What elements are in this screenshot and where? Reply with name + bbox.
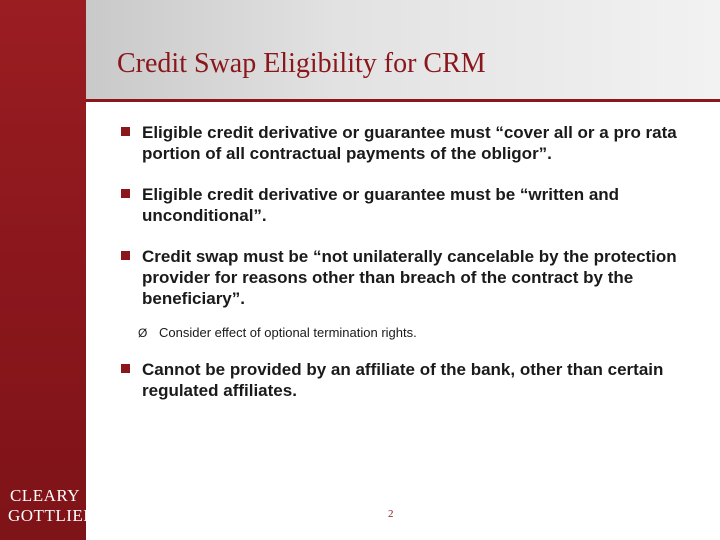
bullet-item: [116, 359, 706, 401]
square-bullet-icon: [121, 364, 130, 373]
slide-title: Credit Swap Eligibility for CRM: [117, 48, 486, 79]
bullet-item: [116, 122, 706, 164]
page-number: 2: [388, 508, 394, 520]
sub-bullet-item: [116, 325, 706, 341]
bullet-text: Credit swap must be “not unilaterally cancelable by the protection provider for reasons other than breach of the contract by the beneficiary”.: [142, 247, 677, 308]
square-bullet-icon: [121, 127, 130, 136]
logo-line-1: CLEARY: [9, 486, 81, 505]
bullet-text: Eligible credit derivative or guarantee must “cover all or a pro rata portion of all contractual payments of the obligor”.: [142, 123, 677, 163]
square-bullet-icon: [121, 251, 130, 260]
brand-sidebar: [0, 0, 96, 540]
sub-bullet-text: Consider effect of optional termination rights.: [159, 325, 417, 340]
slide-content: [116, 118, 706, 401]
bullet-item: [116, 246, 706, 309]
bullet-text: Cannot be provided by an affiliate of the bank, other than certain regulated affiliates.: [142, 360, 664, 400]
arrow-bullet-icon: Ø: [138, 326, 148, 340]
bullet-item: [116, 184, 706, 226]
square-bullet-icon: [121, 189, 130, 198]
logo-line-2: GOTTLIEB: [8, 506, 96, 525]
firm-logo: [8, 486, 96, 526]
header-divider: [86, 99, 720, 102]
bullet-text: Eligible credit derivative or guarantee must be “written and unconditional”.: [142, 185, 620, 225]
